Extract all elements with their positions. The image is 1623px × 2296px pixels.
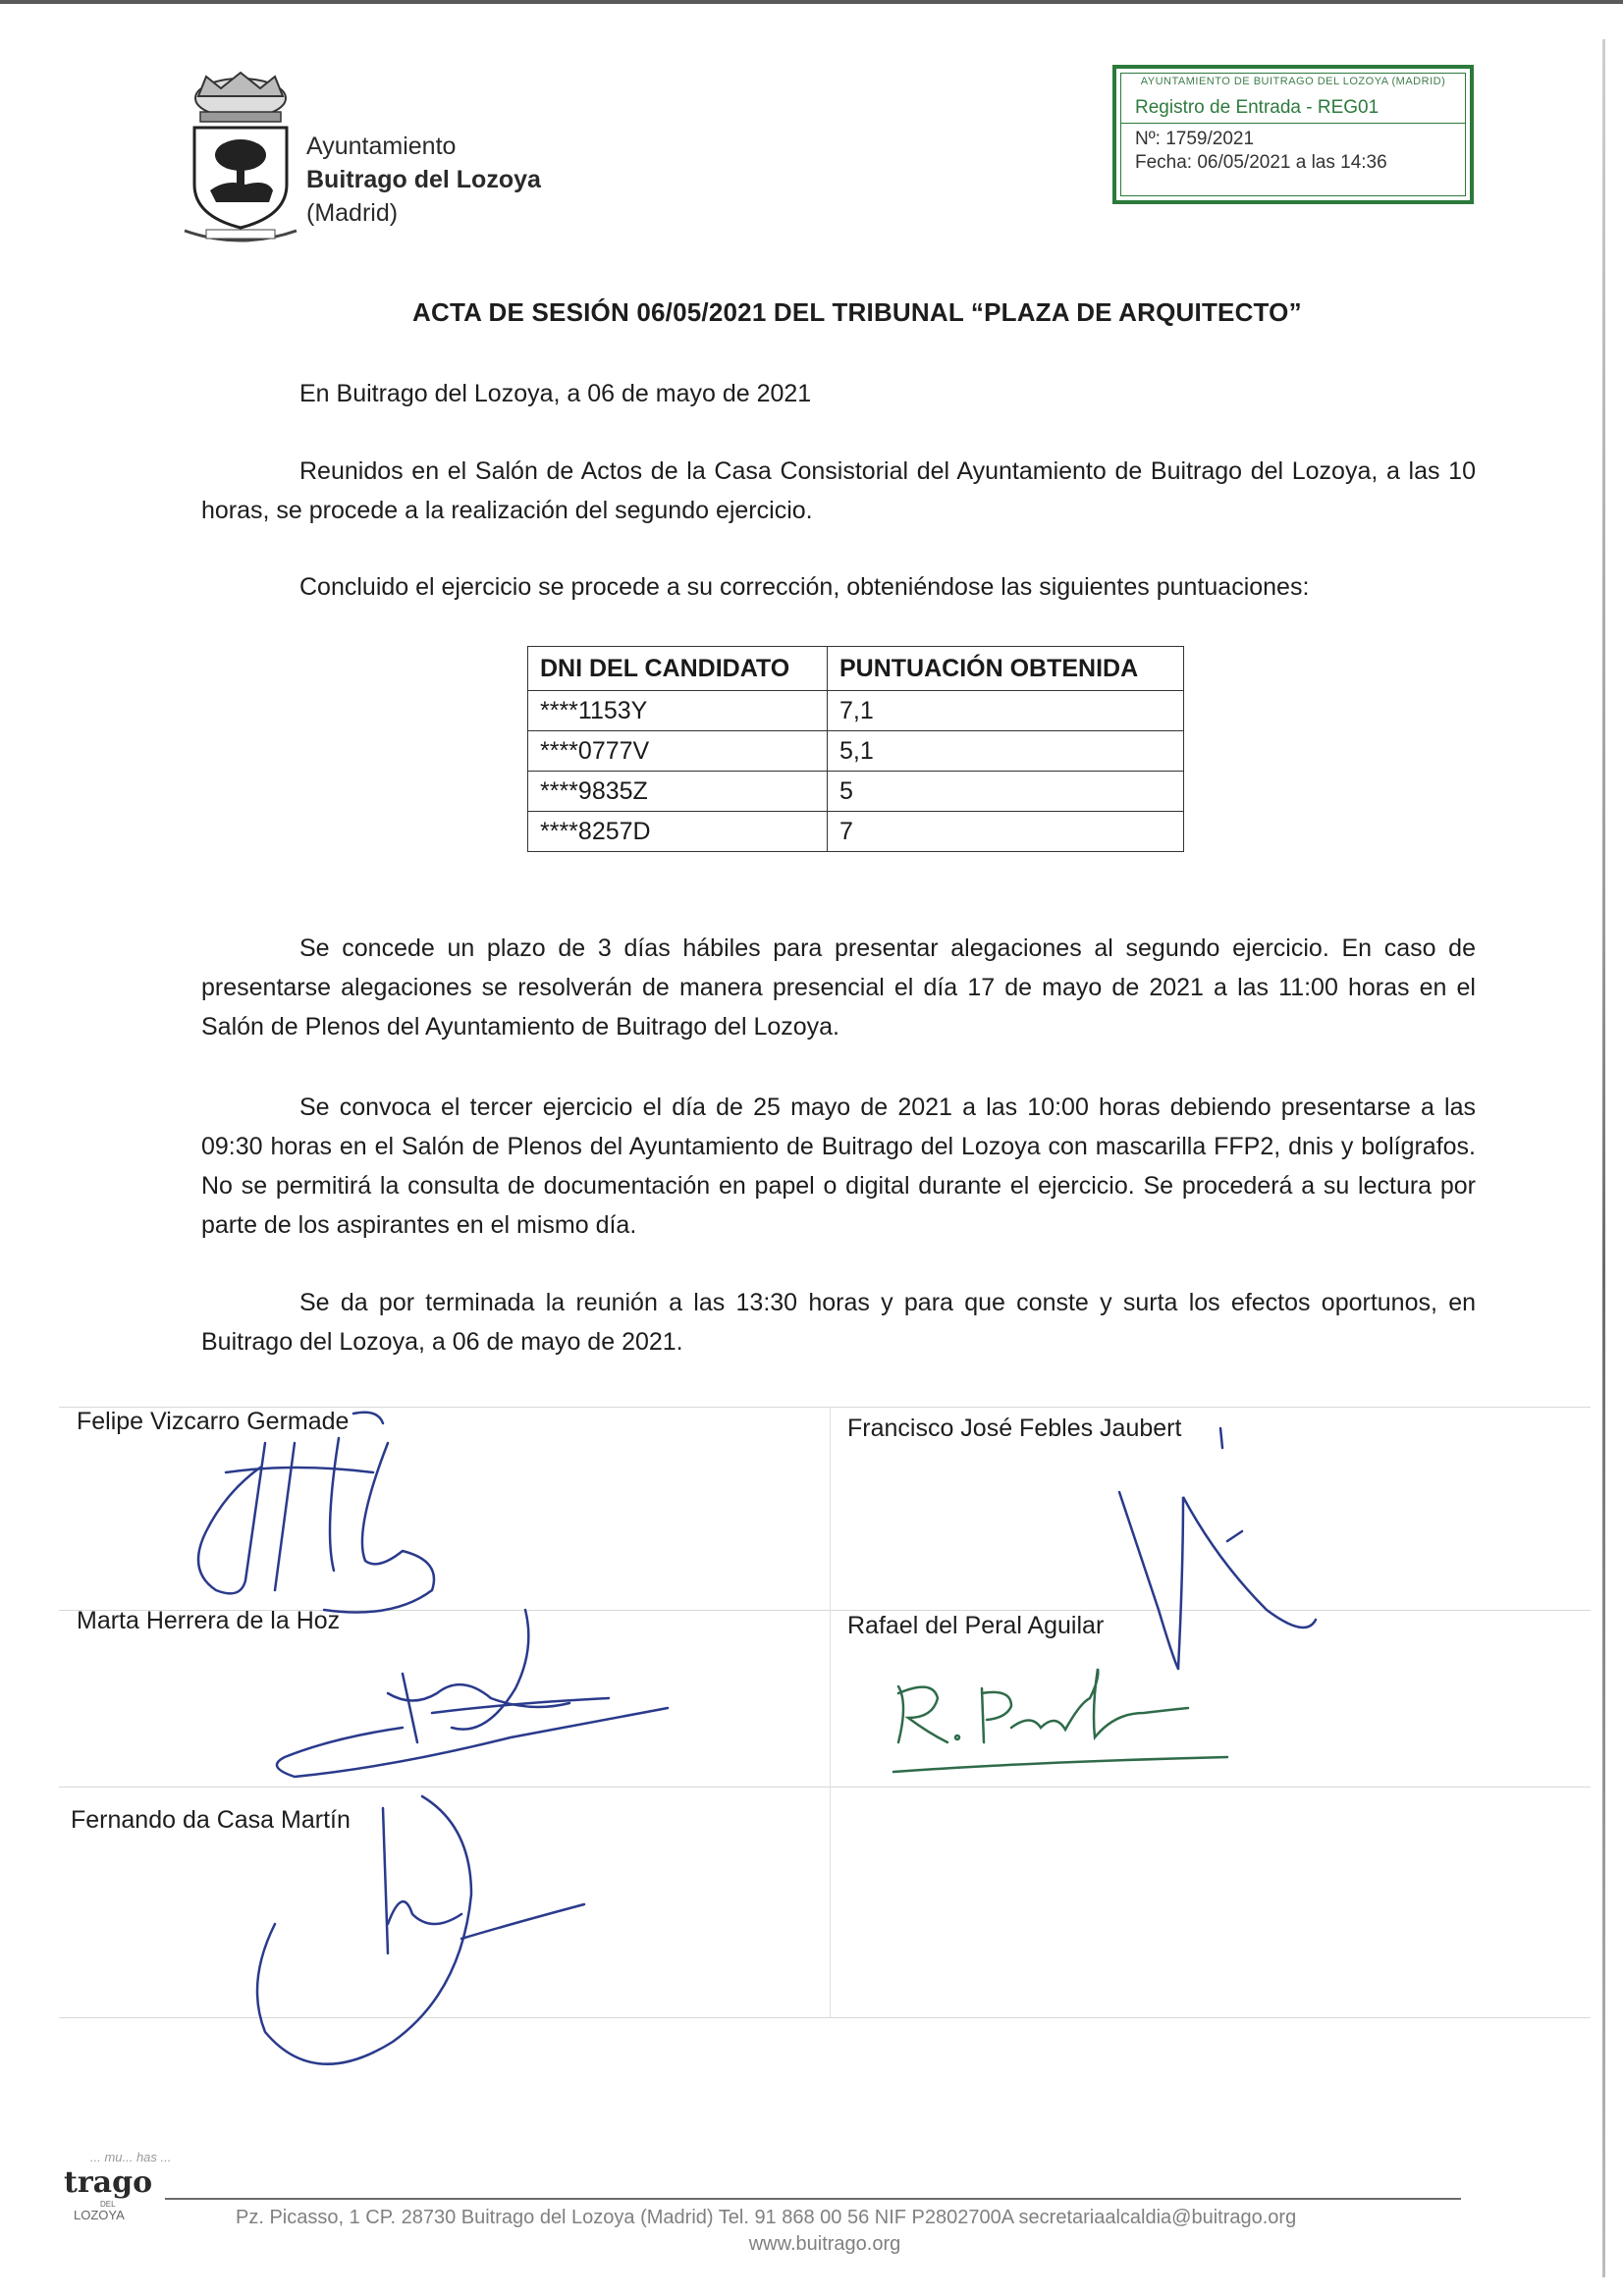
footer-logo-sub: LOZOYA: [74, 2208, 125, 2222]
signature-marta: [277, 1610, 668, 1777]
cell-score: 5: [828, 772, 1184, 812]
footer-rule: [165, 2198, 1461, 2200]
cell-score: 7: [828, 812, 1184, 852]
paragraph-third-exercise-text: Se convoca el tercer ejercicio el día de 25 mayo de 2021 a las 10:00 horas debiendo presentarse a las 09:30 horas en el Salón de Plenos del Ayuntamiento de Buitrago del Lozoya con mascarilla FFP2, dnis y bolígrafos. No se permitirá la consulta de documentación en papel o digital durante el ejercicio. Se procederá a su lectura por parte de los aspirantes en el mismo día.: [201, 1094, 1476, 1239]
footer-logo-sub: DEL: [100, 2200, 116, 2209]
cell-dni: ****0777V: [528, 731, 828, 772]
footer-handwriting: ... mu... has ...: [90, 2150, 172, 2164]
municipality-name: Buitrago del Lozoya: [306, 166, 541, 193]
handwritten-signatures: [0, 1374, 1623, 2101]
cell-score: 5,1: [828, 731, 1184, 772]
footer-logo: trago: [64, 2165, 153, 2200]
municipality-label: Ayuntamiento: [306, 133, 457, 160]
stamp-registry: Registro de Entrada - REG01: [1135, 97, 1380, 118]
stamp-number: Nº: 1759/2021: [1135, 129, 1255, 149]
municipality-region: (Madrid): [306, 199, 399, 227]
paragraph-allegations-text: Se concede un plazo de 3 días hábiles para presentar alegaciones al segundo ejercicio. En caso de presentarse alegaciones se resolverán de manera presencial el día 17 de mayo de 2021 a las 11:00 horas en el Salón de Plenos del Ayuntamiento de Buitrago del Lozoya.: [201, 934, 1476, 1041]
stamp-office: AYUNTAMIENTO DE BUITRAGO DEL LOZOYA (MADRID): [1140, 76, 1446, 87]
stamp-date: Fecha: 06/05/2021 a las 14:36: [1135, 152, 1387, 173]
table-row: [528, 812, 1184, 852]
stamp-divider: [1121, 123, 1465, 124]
signatory-name-5: Fernando da Casa Martín: [71, 1806, 351, 1834]
paragraph-third-exercise: [201, 1088, 1476, 1245]
scan-top-edge: [0, 0, 1623, 4]
paragraph-meeting: [201, 452, 1476, 530]
footer-address: Pz. Picasso, 1 CP. 28730 Buitrago del Lozoya (Madrid) Tel. 91 868 00 56 NIF P2802700A secretariaalcaldia@buitrago.org: [236, 2207, 1297, 2228]
coat-of-arms-logo: [177, 69, 304, 245]
table-header-row: [528, 647, 1184, 691]
table-row: [528, 731, 1184, 772]
signature-felipe: [198, 1413, 434, 1613]
paragraph-meeting-text: Reunidos en el Salón de Actos de la Casa Consistorial del Ayuntamiento de Buitrago del Lozoya, a las 10 horas, se procede a la realización del segundo ejercicio.: [201, 457, 1476, 524]
document-title: ACTA DE SESIÓN 06/05/2021 DEL TRIBUNAL “PLAZA DE ARQUITECTO”: [412, 297, 1302, 327]
column-header-dni: DNI DEL CANDIDATO: [528, 647, 828, 691]
signature-francisco: [1119, 1428, 1316, 1669]
paragraph-closing-text: Se da por terminada la reunión a las 13:30 horas y para que conste y surta los efectos oportunos, en Buitrago del Lozoya, a 06 de mayo de 2021.: [201, 1289, 1476, 1356]
signatory-name-3: Marta Herrera de la Hoz: [77, 1607, 341, 1634]
table-row: [528, 772, 1184, 812]
place-date: En Buitrago del Lozoya, a 06 de mayo de 2021: [299, 380, 812, 407]
scores-table: [527, 646, 1184, 852]
paragraph-allegations: [201, 929, 1476, 1046]
cell-dni: ****8257D: [528, 812, 828, 852]
table-row: [528, 691, 1184, 731]
signatory-name-1: Felipe Vizcarro Germade: [77, 1408, 350, 1435]
cell-dni: ****9835Z: [528, 772, 828, 812]
registry-stamp: [1112, 65, 1474, 204]
cell-dni: ****1153Y: [528, 691, 828, 731]
paragraph-closing: [201, 1283, 1476, 1362]
signature-fernando: [257, 1796, 584, 2064]
column-header-score: PUNTUACIÓN OBTENIDA: [828, 647, 1184, 691]
footer-website: www.buitrago.org: [748, 2233, 901, 2255]
signatory-name-2: Francisco José Febles Jaubert: [847, 1415, 1182, 1442]
cell-score: 7,1: [828, 691, 1184, 731]
signature-rafael: [893, 1669, 1227, 1772]
paragraph-scores-intro: Concluido el ejercicio se procede a su corrección, obteniéndose las siguientes puntuaciones:: [299, 573, 1310, 601]
signatory-name-4: Rafael del Peral Aguilar: [847, 1612, 1105, 1639]
